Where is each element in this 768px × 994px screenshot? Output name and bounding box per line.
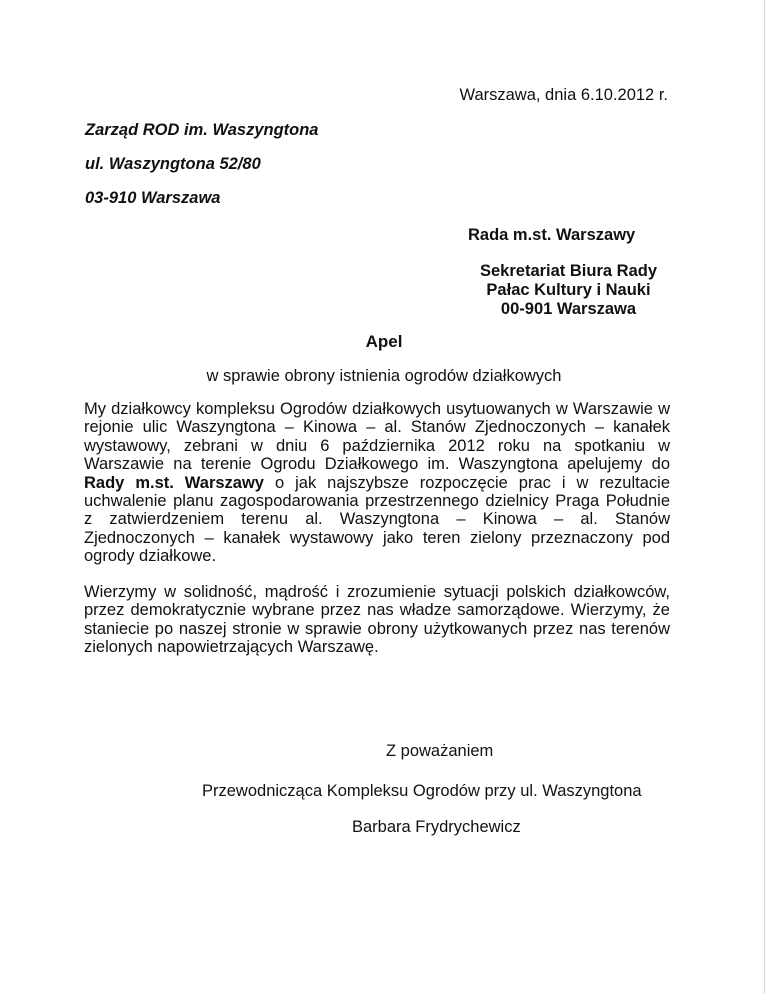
- body-paragraph-1: [84, 400, 670, 566]
- scan-edge-line: [764, 0, 765, 994]
- sender-street: ul. Waszyngtona 52/80: [85, 155, 261, 173]
- signatory-name: Barbara Frydrychewicz: [352, 818, 521, 836]
- recipient-line-3: 00-901 Warszawa: [500, 300, 637, 318]
- closing-phrase: Z poważaniem: [386, 742, 494, 760]
- sender-name: Zarząd ROD im. Waszyngtona: [85, 121, 319, 139]
- recipient-address: [466, 262, 671, 319]
- body-paragraph-2: Wierzymy w solidność, mądrość i zrozumienie sytuacji polskich działkowców, przez demokratycznie wybrane przez nas władze samorządowe. Wierzymy, że staniecie po naszej stronie w sprawie obrony użytkowanych przez nas terenów zielonych napowietrzających Warszawę.: [84, 583, 670, 657]
- sender-city: 03-910 Warszawa: [85, 189, 221, 207]
- paragraph-1-text-end: o jak najszybsze rozpoczęcie prac i w rezultacie uchwalenie planu zagospodarowania przestrzennego dzielnicy Praga Południe z zatwierdzeniem terenu al. Waszyngtona – Kinowa – al. Stanów Zjednoczonych – kanałek wystawowy jako teren zielony przeznaczony pod ogrody działkowe.: [84, 473, 670, 566]
- paragraph-1-bold-recipient: Rady m.st. Warszawy: [84, 473, 264, 492]
- letter-title: Apel: [365, 332, 403, 351]
- recipient-line-2: Pałac Kultury i Nauki: [486, 281, 651, 299]
- recipient-name: Rada m.st. Warszawy: [468, 226, 636, 244]
- signatory-title: Przewodnicząca Kompleksu Ogrodów przy ul. Waszyngtona: [202, 782, 642, 800]
- recipient-line-1: Sekretariat Biura Rady: [480, 262, 657, 280]
- paragraph-1-text-start: My działkowcy kompleksu Ogrodów działkowych usytuowanych w Warszawie w rejonie ulic Waszyngtona – Kinowa – al. Stanów Zjednoczonych – kanałek wystawowy, zebrani w dniu 6 października 2012 roku na spotkaniu w Warszawie na terenie Ogrodu Działkowego im. Waszyngtona apelujemy do: [84, 400, 670, 474]
- letter-subtitle: w sprawie obrony istnienia ogrodów działkowych: [206, 367, 562, 385]
- letter-date: Warszawa, dnia 6.10.2012 r.: [459, 86, 668, 104]
